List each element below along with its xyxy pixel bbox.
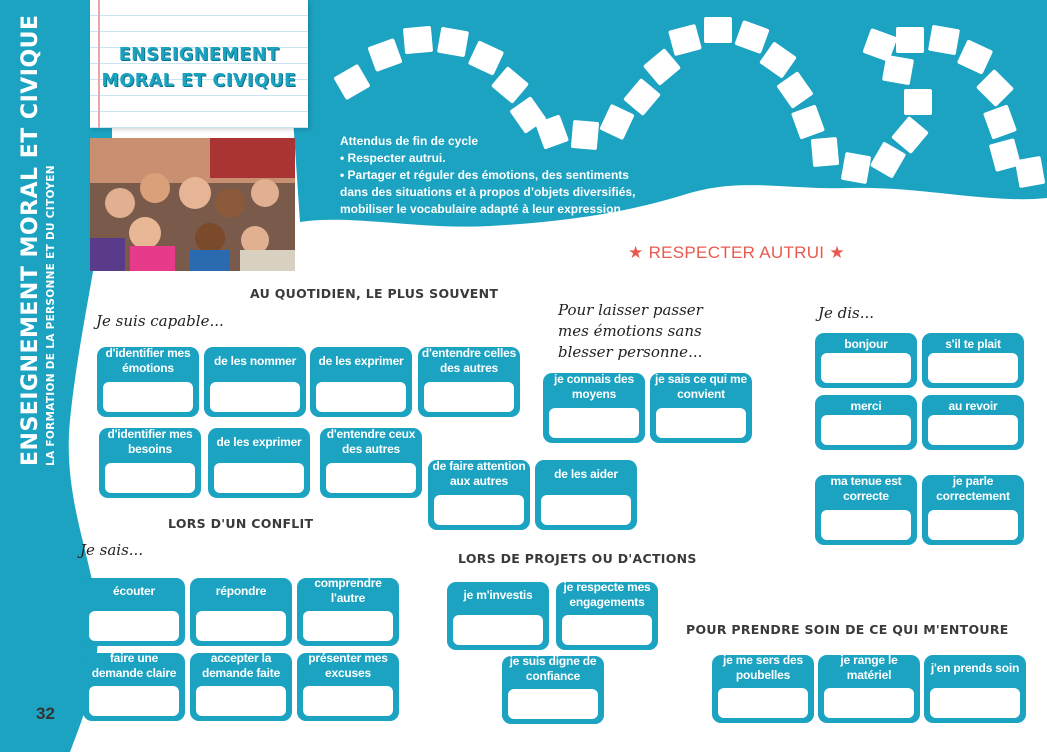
answer-box[interactable] — [214, 463, 304, 493]
answer-box[interactable] — [549, 408, 639, 438]
answer-box[interactable] — [928, 510, 1018, 540]
answer-box[interactable] — [89, 611, 179, 641]
script-dis: Je dis... — [818, 304, 875, 322]
answer-box[interactable] — [928, 353, 1018, 383]
card-entendre-ceux: d'entendre ceux des autres — [320, 428, 422, 498]
answer-box[interactable] — [453, 615, 543, 645]
script-emotions-l1: Pour laisser passer — [558, 301, 703, 319]
card-range-materiel: je range le matériel — [818, 655, 920, 723]
answer-box[interactable] — [196, 686, 286, 716]
script-emotions-l2: mes émotions sans — [558, 322, 702, 340]
answer-box[interactable] — [434, 495, 524, 525]
answer-box[interactable] — [196, 611, 286, 641]
answer-box[interactable] — [303, 686, 393, 716]
sidebar-subtitle: LA FORMATION DE LA PERSONNE ET DU CITOYEN — [45, 165, 57, 466]
card-exprimer-emotions: de les exprimer — [310, 347, 412, 417]
sidebar-main-title: ENSEIGNEMENT MORAL ET CIVIQUE — [18, 14, 43, 466]
card-accepter-demande: accepter la demande faite — [190, 653, 292, 721]
answer-box[interactable] — [928, 415, 1018, 445]
answer-box[interactable] — [562, 615, 652, 645]
section-conflit: LORS D'UN CONFLIT — [168, 516, 314, 531]
card-au-revoir: au revoir — [922, 395, 1024, 450]
answer-box[interactable] — [89, 686, 179, 716]
answer-box[interactable] — [105, 463, 195, 493]
answer-box[interactable] — [303, 611, 393, 641]
answer-box[interactable] — [326, 463, 416, 493]
card-investis: je m'investis — [447, 582, 549, 650]
card-identifier-besoins: d'identifier mes besoins — [99, 428, 201, 498]
answer-box[interactable] — [656, 408, 746, 438]
card-identifier-emotions: d'identifier mes émotions — [97, 347, 199, 417]
answer-box[interactable] — [508, 689, 598, 719]
card-ecouter: écouter — [83, 578, 185, 646]
card-exprimer-besoins: de les exprimer — [208, 428, 310, 498]
card-bonjour: bonjour — [815, 333, 917, 388]
intro-heading: Attendus de fin de cycle — [340, 134, 479, 148]
main-heading: ★ RESPECTER AUTRUI ★ — [628, 243, 845, 262]
answer-box[interactable] — [103, 382, 193, 412]
card-entendre-celles: d'entendre celles des autres — [418, 347, 520, 417]
card-nommer: de les nommer — [204, 347, 306, 417]
script-capable: Je suis capable... — [96, 312, 224, 330]
card-demande-claire: faire une demande claire — [83, 653, 185, 721]
page-title — [90, 42, 308, 94]
section-entoure: POUR PRENDRE SOIN DE CE QUI M'ENTOURE — [686, 622, 1009, 637]
answer-box[interactable] — [824, 688, 914, 718]
board-tile — [841, 152, 871, 184]
card-parle-correctement: je parle correctement — [922, 475, 1024, 545]
answer-box[interactable] — [210, 382, 300, 412]
card-repondre: répondre — [190, 578, 292, 646]
intro-text — [340, 133, 640, 218]
board-tile — [811, 137, 839, 167]
notebook-title-card — [90, 0, 308, 128]
children-photo — [90, 138, 295, 271]
page-title-line1: ENSEIGNEMENT — [118, 45, 280, 65]
answer-box[interactable] — [424, 382, 514, 412]
card-tenue-correcte: ma tenue est correcte — [815, 475, 917, 545]
card-comprendre: comprendre l'autre — [297, 578, 399, 646]
sidebar-title — [18, 14, 57, 466]
card-connais-moyens: je connais des moyens — [543, 373, 645, 443]
board-tile — [403, 26, 433, 54]
answer-box[interactable] — [821, 353, 911, 383]
board-tile — [1015, 156, 1045, 188]
card-faire-attention: de faire attention aux autres — [428, 460, 530, 530]
page-title-line2: MORAL ET CIVIQUE — [101, 71, 297, 91]
section-quotidien: AU QUOTIDIEN, LE PLUS SOUVENT — [250, 286, 499, 301]
answer-box[interactable] — [316, 382, 406, 412]
card-excuses: présenter mes excuses — [297, 653, 399, 721]
card-sil-te-plait: s'il te plait — [922, 333, 1024, 388]
card-engagements: je respecte mes engagements — [556, 582, 658, 650]
board-tile — [704, 17, 732, 43]
answer-box[interactable] — [541, 495, 631, 525]
page-number: 32 — [36, 704, 55, 723]
card-les-aider: de les aider — [535, 460, 637, 530]
board-tile — [896, 27, 924, 53]
card-prends-soin: j'en prends soin — [924, 655, 1026, 723]
section-projets: LORS DE PROJETS OU D'ACTIONS — [458, 551, 697, 566]
intro-bullet-2: • Partager et réguler des émotions, des sentiments dans des situations et à propos d’objets diversifiés, mobiliser le vocabulaire adapté à leur expression. — [340, 168, 636, 216]
card-digne-confiance: je suis digne de confiance — [502, 656, 604, 724]
card-poubelles: je me sers des poubelles — [712, 655, 814, 723]
board-tile — [928, 25, 960, 55]
board-tile — [904, 89, 932, 115]
script-sais: Je sais... — [80, 541, 144, 559]
board-tile — [437, 27, 469, 57]
card-merci: merci — [815, 395, 917, 450]
card-sais-convient: je sais ce qui me convient — [650, 373, 752, 443]
intro-bullet-1: • Respecter autrui. — [340, 151, 446, 165]
answer-box[interactable] — [718, 688, 808, 718]
answer-box[interactable] — [930, 688, 1020, 718]
script-emotions-l3: blesser personne... — [558, 343, 703, 361]
answer-box[interactable] — [821, 510, 911, 540]
answer-box[interactable] — [821, 415, 911, 445]
